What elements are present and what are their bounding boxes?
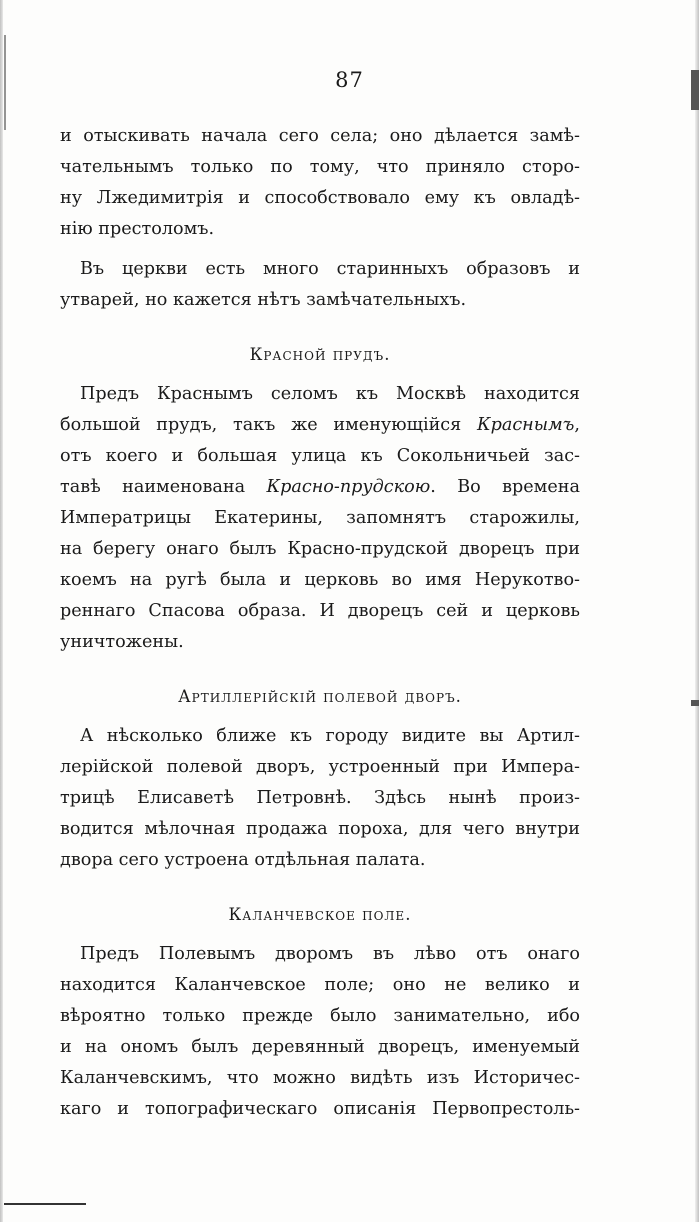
text-line bbox=[60, 410, 580, 441]
scan-bottom-line bbox=[4, 1203, 86, 1205]
text-line: водится мѣлочная продажа пороха, для чего внутри bbox=[60, 819, 580, 839]
paragraph bbox=[60, 121, 580, 245]
text-line: вѣроятно только прежде было занимательно, ибо bbox=[60, 1006, 580, 1026]
section-heading: Каланчевское поле. bbox=[228, 905, 412, 924]
section-heading: Артиллерійскій полевой дворъ. bbox=[178, 687, 462, 706]
page-text bbox=[60, 121, 580, 1125]
text-line: и на ономъ былъ деревянный дворецъ, именуемый bbox=[60, 1037, 580, 1057]
text-run: тавѣ наименована bbox=[60, 477, 267, 497]
paragraph bbox=[60, 254, 580, 316]
text-line: отъ коего и большая улица къ Сокольничьей зас- bbox=[60, 446, 580, 466]
text-line: лерійской полевой дворъ, устроенный при Импера- bbox=[60, 757, 580, 777]
text-run: большой прудъ, такъ же именующійся bbox=[60, 415, 477, 435]
text-line: утварей, но кажется нѣтъ замѣчательныхъ. bbox=[60, 290, 467, 310]
text-line: Каланчевскимъ, что можно видѣть изъ Историчес- bbox=[60, 1068, 580, 1088]
paragraph bbox=[60, 721, 580, 876]
text-line: ну Лжедимитрія и способствовало ему къ овладѣ- bbox=[60, 188, 580, 208]
text-line: А нѣсколько ближе къ городу видите вы Артил- bbox=[80, 726, 580, 746]
page-number: 87 bbox=[335, 68, 364, 92]
text-line: нію престоломъ. bbox=[60, 219, 215, 239]
text-run: . Во времена bbox=[430, 477, 580, 497]
text-line: чательнымъ только по тому, что приняло сторо- bbox=[60, 157, 580, 177]
italic-term: Краснымъ bbox=[476, 415, 575, 435]
text-line: Въ церкви есть много старинныхъ образовъ и bbox=[80, 259, 580, 279]
text-line: и отыскивать начала сего села; оно дѣлается замѣ- bbox=[60, 126, 580, 146]
scan-right-mark bbox=[691, 700, 699, 706]
italic-term: Красно-прудскою bbox=[266, 477, 431, 497]
text-line: двора сего устроена отдѣльная палата. bbox=[60, 850, 426, 870]
text-line: Предъ Краснымъ селомъ къ Москвѣ находится bbox=[80, 384, 580, 404]
paragraph bbox=[60, 939, 580, 1125]
text-line: на берегу онаго былъ Красно-прудской дворецъ при bbox=[60, 539, 580, 559]
paragraph bbox=[60, 379, 580, 658]
text-line: реннаго Спасова образа. И дворецъ сей и церковь bbox=[60, 601, 580, 621]
section-heading: Красной прудъ. bbox=[249, 345, 391, 364]
text-line: коемъ на ругѣ была и церковь во имя Нерукотво- bbox=[60, 570, 580, 590]
text-run: , bbox=[574, 415, 580, 435]
text-line: каго и топографическаго описанія Первопрестоль- bbox=[60, 1099, 580, 1119]
text-line: находится Каланчевское поле; оно не велико и bbox=[60, 975, 580, 995]
text-line bbox=[60, 472, 580, 503]
text-line: трицѣ Елисаветѣ Петровнѣ. Здѣсь нынѣ произ- bbox=[60, 788, 580, 808]
scan-right-edge bbox=[695, 0, 699, 1222]
text-line: уничтожены. bbox=[60, 632, 184, 652]
scan-left-edge bbox=[0, 0, 3, 1222]
text-line: Императрицы Екатерины, запомнятъ старожилы, bbox=[60, 508, 580, 528]
text-line: Предъ Полевымъ дворомъ въ лѣво отъ онаго bbox=[80, 944, 580, 964]
